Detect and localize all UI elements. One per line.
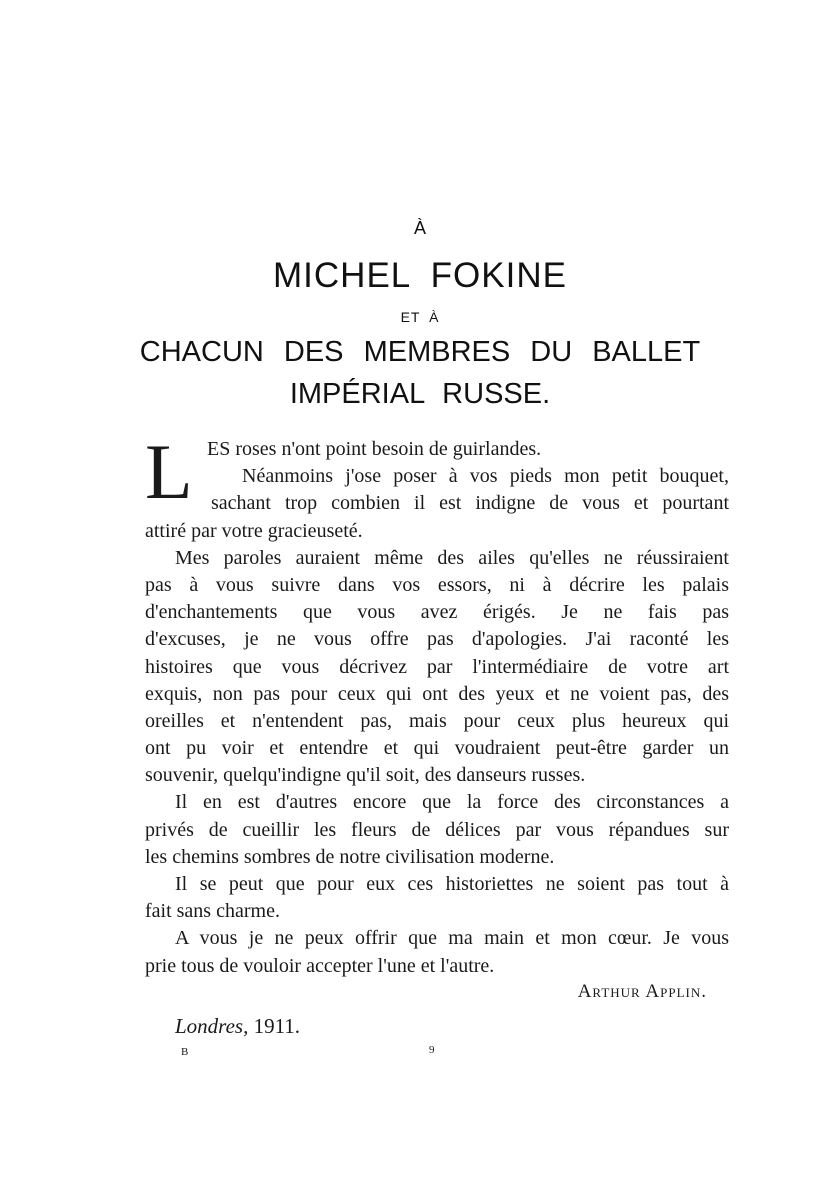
text-line: Mes paroles auraient même des ailes qu'elles ne réussiraient xyxy=(175,546,729,569)
text-line: oreilles et n'entendent pas, mais pour ceux plus heureux qui xyxy=(145,709,729,732)
heading-a: À xyxy=(413,218,426,238)
text-line: A vous je ne peux offrir que ma main et mon cœur. Je vous xyxy=(175,927,729,950)
text-line: les chemins sombres de notre civilisation moderne. xyxy=(145,845,555,868)
heading-name: MICHEL FOKINE xyxy=(273,256,567,295)
text-line: histoires que vous décrivez par l'intermédiaire de votre art xyxy=(145,655,729,678)
text-line: Il se peut que pour eux ces historiettes ne soient pas tout à xyxy=(175,873,729,895)
text-line: fait sans charme. xyxy=(145,900,280,923)
text-line: attiré par votre gracieuseté. xyxy=(145,519,363,542)
text-line: Il en est d'autres encore que la force des circonstances a xyxy=(175,791,729,814)
text-line: exquis, non pas pour ceux qui ont des yeux et ne voient pas, des xyxy=(145,682,729,705)
dedication-text xyxy=(145,428,729,980)
signature-mark: B xyxy=(181,1046,189,1058)
text-line: prie tous de vouloir accepter l'une et l'autre. xyxy=(145,954,495,977)
text-line: ont pu voir et entendre et qui voudraient peut-être garder un xyxy=(145,737,729,760)
text-line: ES roses n'ont point besoin de guirlandes. xyxy=(207,438,542,460)
text-line: d'enchantements que vous avez érigés. Je ne fais pas xyxy=(145,601,729,624)
heading-chacun: CHACUN DES MEMBRES DU BALLET xyxy=(139,336,701,368)
page-number: 9 xyxy=(429,1044,435,1056)
heading-imperial: IMPÉRIAL RUSSE. xyxy=(289,378,551,410)
text-line: sachant trop combien il est indigne de vous et pourtant xyxy=(211,492,729,515)
text-line: pas à vous suivre dans vos essors, ni à décrire les palais xyxy=(145,573,729,596)
year: 1911. xyxy=(253,1014,301,1038)
place-name: Londres, xyxy=(175,1014,249,1038)
drop-cap: L xyxy=(145,428,193,515)
text-line: d'excuses, je ne vous offre pas d'apologies. J'ai raconté les xyxy=(145,628,729,651)
heading-et-a: ET À xyxy=(400,309,440,325)
text-line: Néanmoins j'ose poser à vos pieds mon petit bouquet, xyxy=(242,465,729,488)
text-line: privés de cueillir les fleurs de délices par vous répandues sur xyxy=(145,818,729,841)
place-date xyxy=(175,1014,300,1039)
text-line: souvenir, quelqu'indigne qu'il soit, des danseurs russes. xyxy=(145,764,586,787)
author-signature: Arthur Applin. xyxy=(577,981,707,1002)
